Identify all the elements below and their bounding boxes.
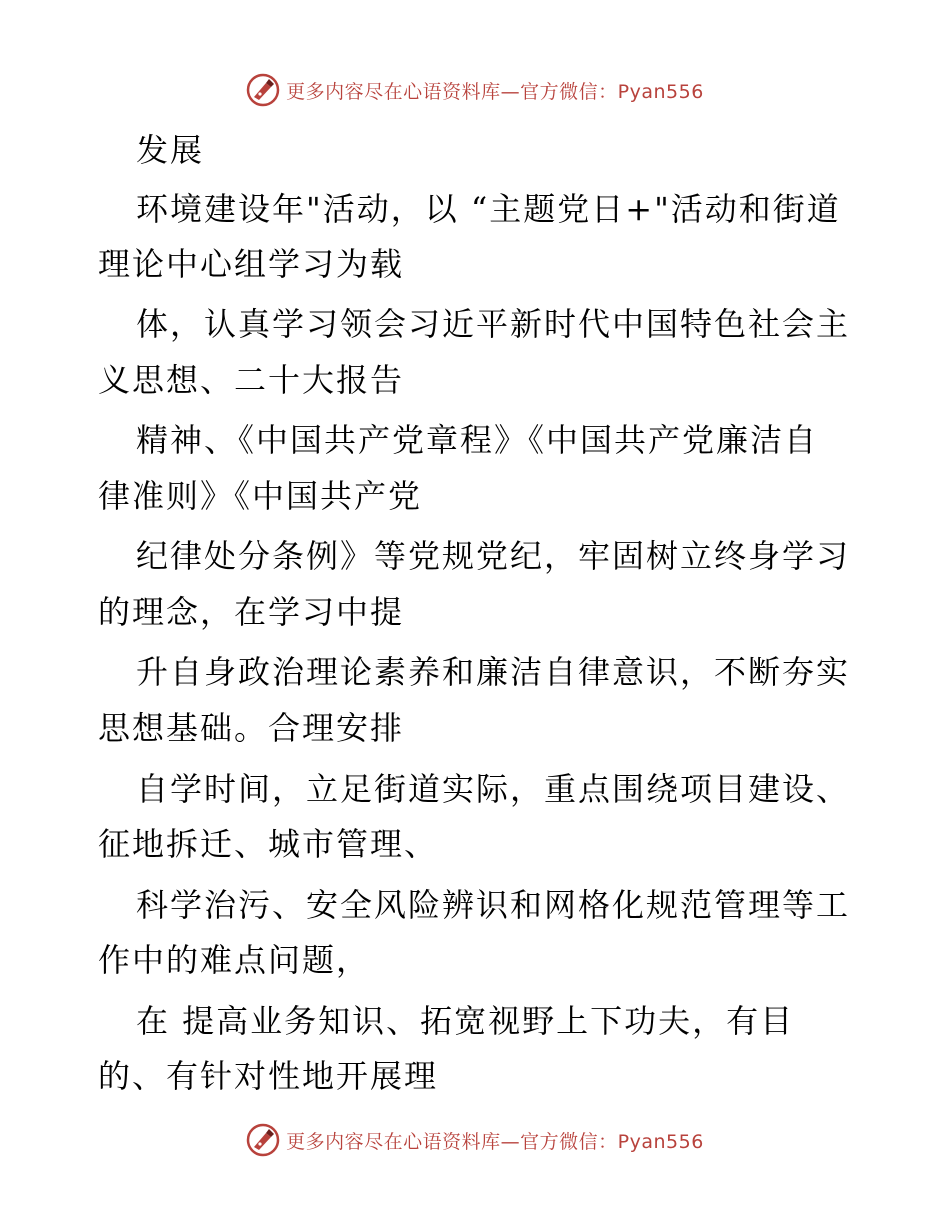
header-watermark-inner bbox=[246, 73, 704, 107]
text-line-16: 在 提高业务知识、拓宽视野上下功夫，有目 bbox=[136, 1002, 795, 1040]
text-line-17: 的、有针对性地开展理 bbox=[98, 1057, 439, 1095]
header-watermark-text: 更多内容尽在心语资料库—官方微信：Pyan556 bbox=[286, 80, 704, 103]
header-watermark bbox=[0, 72, 950, 108]
text-line-2: 环境建设年"活动，以 “主题党日+"活动和街道 bbox=[136, 190, 841, 228]
text-line-14: 科学治污、安全风险辨识和网格化规范管理等工 bbox=[136, 886, 851, 924]
footer-watermark-inner bbox=[246, 1123, 704, 1157]
text-line-1: 发展 bbox=[136, 131, 205, 169]
text-line-6: 精神、《中国共产党章程》《中国共产党廉洁自 bbox=[136, 421, 819, 459]
text-line-11: 思想基础。合理安排 bbox=[98, 709, 405, 747]
text-line-7: 律准则》《中国共产党 bbox=[98, 477, 423, 515]
footer-watermark-text: 更多内容尽在心语资料库—官方微信：Pyan556 bbox=[286, 1130, 704, 1153]
text-line-5: 义思想、二十大报告 bbox=[98, 361, 405, 399]
text-line-13: 征地拆迁、城市管理、 bbox=[98, 825, 439, 863]
text-line-15: 作中的难点问题， bbox=[98, 941, 371, 979]
footer-watermark bbox=[0, 1122, 950, 1158]
text-line-3: 理论中心组学习为载 bbox=[98, 245, 405, 283]
text-line-9: 的理念，在学习中提 bbox=[98, 593, 405, 631]
text-line-12: 自学时间，立足街道实际，重点围绕项目建设、 bbox=[136, 770, 851, 808]
text-line-10: 升自身政治理论素养和廉洁自律意识，不断夯实 bbox=[136, 653, 851, 691]
text-line-8: 纪律处分条例》等党规党纪，牢固树立终身学习 bbox=[136, 537, 851, 575]
pen-nib-logo-icon bbox=[246, 1123, 280, 1157]
pen-nib-logo-icon bbox=[246, 73, 280, 107]
text-line-4: 体，认真学习领会习近平新时代中国特色社会主 bbox=[136, 305, 851, 343]
